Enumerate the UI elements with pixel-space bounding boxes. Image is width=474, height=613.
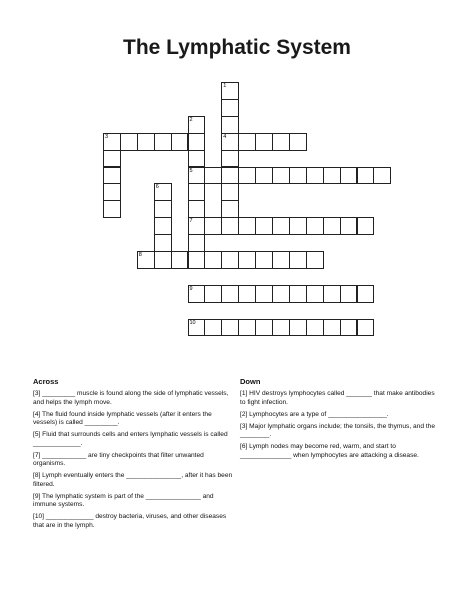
grid-cell[interactable]	[255, 319, 273, 337]
grid-cell[interactable]	[238, 251, 256, 269]
grid-cell[interactable]	[204, 167, 222, 185]
grid-cell[interactable]	[221, 150, 239, 168]
grid-cell[interactable]	[357, 167, 375, 185]
grid-cell[interactable]	[306, 319, 324, 337]
grid-cell[interactable]	[340, 319, 358, 337]
grid-cell[interactable]	[255, 285, 273, 303]
across-heading: Across	[33, 377, 59, 386]
grid-cell[interactable]	[306, 167, 324, 185]
grid-cell[interactable]	[103, 167, 121, 185]
grid-cell[interactable]	[154, 183, 172, 201]
grid-cell[interactable]	[357, 319, 375, 337]
grid-cell[interactable]	[221, 200, 239, 218]
grid-cell[interactable]	[238, 319, 256, 337]
grid-cell[interactable]	[289, 319, 307, 337]
grid-cell[interactable]	[272, 319, 290, 337]
grid-cell[interactable]	[188, 285, 206, 303]
page-title: The Lymphatic System	[123, 36, 351, 59]
clue-number: 3	[105, 133, 109, 140]
down-clue: [3] Major lymphatic organs include; the tonsils, the thymus, and the ________.	[240, 422, 435, 439]
grid-cell[interactable]	[188, 319, 206, 337]
grid-cell[interactable]	[357, 217, 375, 235]
down-heading: Down	[240, 377, 261, 386]
clue-number: 2	[189, 116, 193, 123]
grid-cell[interactable]	[188, 251, 206, 269]
grid-cell[interactable]	[188, 200, 206, 218]
grid-cell[interactable]	[154, 200, 172, 218]
grid-cell[interactable]	[221, 167, 239, 185]
grid-cell[interactable]	[103, 133, 121, 151]
grid-cell[interactable]	[103, 183, 121, 201]
across-clue: [5] Fluid that surrounds cells and enters lymphatic vessels is called _____________.	[33, 431, 228, 447]
down-clue: [1] HIV destroys lymphocytes called _______ that make antibodies to fight infection.	[240, 390, 435, 406]
across-clue: [7] ____________ are tiny checkpoints that filter unwanted organisms.	[33, 451, 204, 468]
grid-cell[interactable]	[204, 285, 222, 303]
clue-number: 10	[189, 319, 196, 326]
grid-cell[interactable]	[221, 133, 239, 151]
across-clue: [4] The fluid found inside lymphatic vessels (after it enters the vessels) is called _________.	[33, 410, 212, 427]
down-clue-list	[240, 390, 440, 464]
grid-cell[interactable]	[137, 133, 155, 151]
grid-cell[interactable]	[188, 150, 206, 168]
across-clue: [10] _____________ destroy bacteria, viruses, and other diseases that are in the lymph.	[33, 513, 227, 530]
grid-cell[interactable]	[289, 251, 307, 269]
grid-cell[interactable]	[238, 133, 256, 151]
down-clue: [6] Lymph nodes may become red, warm, and start to ______________ when lymphocytes are attacking a disease.	[240, 443, 419, 459]
grid-cell[interactable]	[373, 167, 391, 185]
grid-cell[interactable]	[272, 285, 290, 303]
grid-cell[interactable]	[323, 319, 341, 337]
grid-cell[interactable]	[188, 183, 206, 201]
grid-cell[interactable]	[154, 234, 172, 252]
grid-cell[interactable]	[154, 133, 172, 151]
grid-cell[interactable]	[272, 133, 290, 151]
grid-cell[interactable]	[188, 167, 206, 185]
grid-cell[interactable]	[238, 167, 256, 185]
across-clue: [3] _________ muscle is found along the side of lymphatic vessels, and helps the lymph move.	[33, 390, 229, 406]
grid-cell[interactable]	[255, 217, 273, 235]
grid-cell[interactable]	[323, 285, 341, 303]
clue-number: 6	[155, 184, 159, 191]
grid-cell[interactable]	[306, 285, 324, 303]
grid-cell[interactable]	[204, 217, 222, 235]
clue-number: 4	[223, 133, 227, 140]
grid-cell[interactable]	[306, 217, 324, 235]
grid-cell[interactable]	[204, 319, 222, 337]
grid-cell[interactable]	[340, 285, 358, 303]
grid-cell[interactable]	[171, 133, 189, 151]
clue-number: 9	[189, 285, 193, 292]
grid-cell[interactable]	[221, 183, 239, 201]
grid-cell[interactable]	[289, 133, 307, 151]
grid-cell[interactable]	[204, 251, 222, 269]
across-clue: [8] Lymph eventually enters the _______________, after it has been filtered.	[33, 472, 233, 488]
grid-cell[interactable]	[188, 217, 206, 235]
grid-cell[interactable]	[272, 251, 290, 269]
grid-cell[interactable]	[289, 167, 307, 185]
grid-cell[interactable]	[221, 217, 239, 235]
grid-cell[interactable]	[188, 133, 206, 151]
grid-cell[interactable]	[221, 251, 239, 269]
grid-cell[interactable]	[255, 133, 273, 151]
grid-cell[interactable]	[289, 285, 307, 303]
grid-cell[interactable]	[272, 167, 290, 185]
across-clue-list	[33, 390, 233, 534]
grid-cell[interactable]	[221, 116, 239, 134]
grid-cell[interactable]	[171, 251, 189, 269]
grid-cell[interactable]	[154, 251, 172, 269]
grid-cell[interactable]	[340, 167, 358, 185]
grid-cell[interactable]	[221, 82, 239, 100]
grid-cell[interactable]	[221, 285, 239, 303]
grid-cell[interactable]	[306, 251, 324, 269]
clue-number: 1	[223, 83, 227, 89]
grid-cell[interactable]	[238, 217, 256, 235]
down-clue: [2] Lymphocytes are a type of ________________.	[240, 410, 389, 418]
clue-number: 7	[189, 218, 193, 225]
grid-cell[interactable]	[188, 234, 206, 252]
clue-number: 5	[189, 167, 193, 174]
grid-cell[interactable]	[357, 285, 375, 303]
grid-cell[interactable]	[103, 200, 121, 218]
grid-cell[interactable]	[188, 116, 206, 134]
across-clue: [9] The lymphatic system is part of the _______________ and immune systems.	[33, 492, 214, 509]
grid-cell[interactable]	[323, 217, 341, 235]
grid-cell[interactable]	[238, 285, 256, 303]
grid-cell[interactable]	[272, 217, 290, 235]
grid-cell[interactable]	[255, 251, 273, 269]
grid-cell[interactable]	[340, 217, 358, 235]
grid-cell[interactable]	[221, 319, 239, 337]
grid-cell[interactable]	[154, 217, 172, 235]
clue-number: 8	[138, 252, 142, 258]
grid-cell[interactable]	[221, 99, 239, 117]
grid-cell[interactable]	[103, 150, 121, 168]
grid-cell[interactable]	[120, 133, 138, 151]
grid-cell[interactable]	[289, 217, 307, 235]
grid-cell[interactable]	[137, 251, 155, 269]
grid-cell[interactable]	[323, 167, 341, 185]
grid-cell[interactable]	[255, 167, 273, 185]
